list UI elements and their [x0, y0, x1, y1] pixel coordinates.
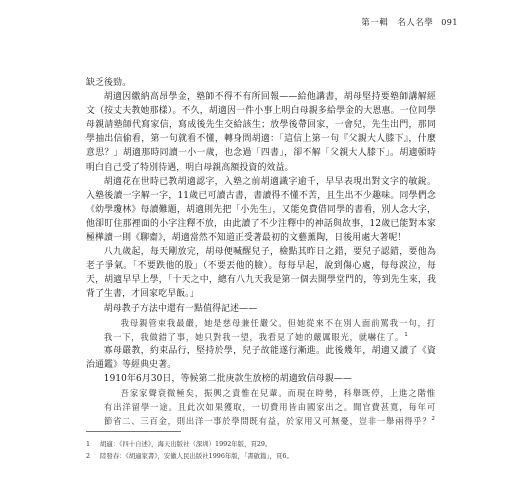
paragraph: [86, 302, 436, 316]
footnote-number: 2: [86, 451, 91, 460]
footnote-marker: 2: [431, 416, 436, 423]
paragraph: [86, 372, 436, 386]
running-header: [361, 16, 458, 28]
footnote-text: 陸發春：《胡適家書》，安徽人民出版社1996年版，「書啟篇」，頁6。: [100, 451, 293, 460]
paragraph-text: 我母親管束我最嚴，她是慈母兼任嚴父。但她從來不在別人面前罵我一句，打我一下，我做錯了事，她只對我一望，我看見了她的嚴厲眼光，就嚇住了。: [104, 317, 436, 342]
paragraph: [86, 90, 436, 175]
paragraph-text: 胡適花在世時已教胡適認字，入塾之前胡適識字逾千，早早表現出對文字的敏銳。入塾後讀一字解一字，11歲已可讀古書，書讀得不懂不苦，且生出不少趣味。同學們念《幼學瓊林》每讀難題，胡適則先把「小先生」，又能免費借同學的書看，別人念大字，他卻盯住那裡面的小字注釋不放，由此讀了不少注釋中的神話與故事，12歲已能對本家極樺讀一則《聊齋》，胡適當然不知道正受著最初的文藝薰陶，日後用處大著呢！: [86, 176, 436, 244]
paragraph: [86, 175, 436, 245]
footnote-divider: [86, 431, 181, 432]
paragraph: [86, 245, 436, 301]
page-number: 091: [441, 18, 458, 27]
paragraph-text: 胡適因繳納高昂學金，塾師不得不有所回報——給他講書，胡母堅持要塾師講解經文（按丈夫教她那樣）。不久，胡適因一件小事上明白母親多給學金的大恩惠。一位同學母親請塾師代寫家信，寫成後先生交給該生；放學後帶回家，一會兒，先生出門，那同學抽出信偷看，第一句就看不懂，轉身問胡適：「這信上第一句『父親大人膝下』，什麼意思？」胡適那時同讀一小一歲，也念過「四書」，卻不解「父親大人膝下」。胡適頓時明白自己受了特別待遇，明白母親高額投資的效益。: [86, 92, 436, 173]
footnotes: [86, 439, 436, 462]
paragraph: [86, 344, 436, 372]
footnote-number: 1: [86, 440, 91, 448]
footnote-text: 胡適：《四十自述》，海天出版社（深圳）1992年版，頁29。: [100, 440, 272, 448]
footnote: [86, 451, 436, 463]
paragraph-text: 胡母教子方法中還有一點值得記述——: [103, 303, 258, 314]
paragraph: [86, 76, 436, 90]
paragraph-text: 八九歲起，每天剛放完，胡母便喊醒兒子，檢點其昨日之錯，要兒子認錯，要他為老子爭氣。「不要跌他的股」（不要丟他的臉）。每每早起，說到傷心處，每每淚泣，每天，胡適早早上學，「十天之中，總有八九天我是第一個去開學堂門的，等到先生來，我背了生書，才回家吃早飯。」: [86, 247, 436, 300]
footnote-marker: 1: [404, 331, 409, 338]
paragraph-text: 缺乏後勁。: [86, 78, 132, 88]
footnote: [86, 439, 436, 451]
paragraph-text: 吾家家聲衰微極矣，振興之責惟在兒輩。而現在時勢，科舉既停，上進之階惟有出洋留學一途。且此次如果獲取，一切費用皆由國家出之。聞官費甚寬，每年可節省二、三百金，則出洋一事於學問既有益，於家用又可無憂，豈非一舉兩得乎？: [104, 388, 436, 427]
block-quote: [86, 386, 436, 428]
chapter-title: 第一輯 名人名學: [361, 18, 434, 28]
paragraph-text: 1910年6月30日，等候第二批庚款生放榜的胡適致信母親——: [103, 373, 352, 384]
paragraph-text: 寡母嚴教，約束品行，堅持於學，兒子故能遂行漸進。此後幾年，胡適又讀了《資治通鑑》等經典史著。: [86, 345, 436, 370]
block-quote: [86, 316, 436, 344]
body-text: [86, 76, 436, 428]
